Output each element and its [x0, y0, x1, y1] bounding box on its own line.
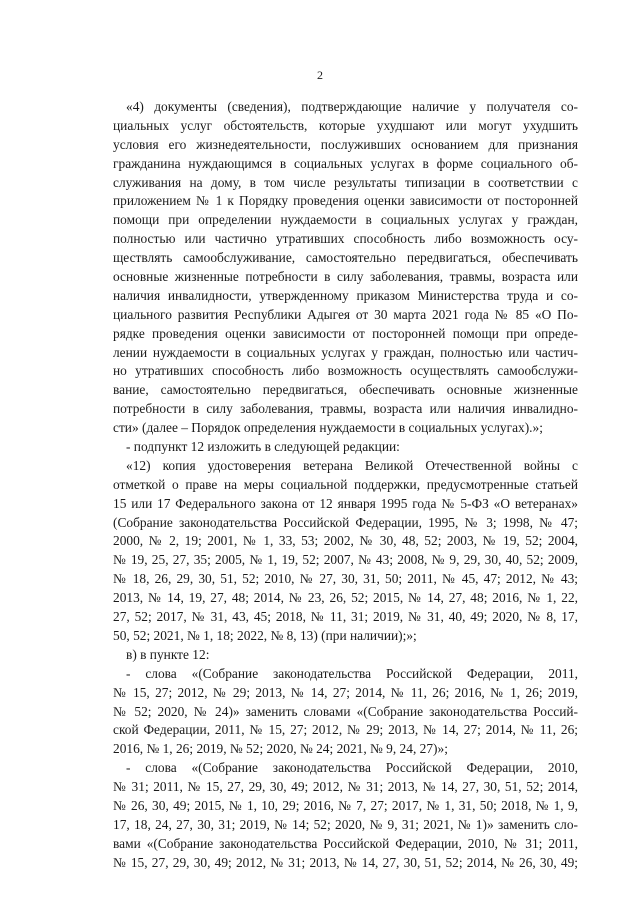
text-line: 2000, № 2, 19; 2001, № 1, 33, 53; 2002, № 30, 48, 52; 2003, № 19, 52; 2004,: [113, 533, 578, 549]
text-line: циальных услуг обстоятельств, которые ухудшают или могут ухудшить: [113, 117, 578, 133]
document-body: [113, 98, 578, 873]
text-line: потребности в силу заболевания, травмы, возраста или наличия инвалидно-: [113, 401, 578, 417]
text-line: вами «(Собрание законодательства Российской Федерации, 2010, № 31; 2011,: [113, 835, 578, 851]
text-line: гражданина нуждающимся в социальных услугах в форме социального об-: [113, 155, 578, 171]
text-line: - подпункт 12 изложить в следующей редакции:: [126, 439, 400, 455]
text-line: вание, самостоятельно передвигаться, обеспечивать основные жизненные: [113, 382, 578, 398]
text-line: № 52; 2020, № 24)» заменить словами «(Собрание законодательства Россий-: [113, 703, 578, 719]
page-number: 2: [317, 68, 323, 82]
text-line: - слова «(Собрание законодательства Российской Федерации, 2010,: [126, 760, 578, 776]
text-line: циального развития Республики Адыгея от 30 марта 2021 года № 85 «О По-: [113, 306, 578, 322]
text-line: 2013, № 14, 19, 27, 48; 2014, № 23, 26, 52; 2015, № 14, 27, 48; 2016, № 1, 22,: [113, 590, 578, 606]
text-line: № 26, 30, 49; 2015, № 1, 10, 29; 2016, № 7, 27; 2017, № 1, 31, 50; 2018, № 1, 9,: [113, 797, 578, 813]
text-line: ской Федерации, 2011, № 15, 27; 2012, № 29; 2013, № 14, 27; 2014, № 11, 26;: [113, 722, 578, 738]
text-line: № 31; 2011, № 15, 27, 29, 30, 49; 2012, № 31; 2013, № 14, 27, 30, 51, 52; 2014,: [113, 779, 578, 795]
text-line: условия его жизнедеятельности, послуживших основанием для признания: [113, 136, 578, 152]
text-line: 2016, № 1, 26; 2019, № 52; 2020, № 24; 2021, № 9, 24, 27)»;: [113, 741, 448, 757]
text-line: (Собрание законодательства Российской Федерации, 1995, № 3; 1998, № 47;: [113, 514, 578, 530]
text-line: № 15, 27, 29, 30, 49; 2012, № 31; 2013, № 14, 27, 30, 51, 52; 2014, № 26, 30, 49;: [113, 854, 578, 870]
text-line: - слова «(Собрание законодательства Российской Федерации, 2011,: [126, 665, 578, 681]
text-line: 50, 52; 2021, № 1, 18; 2022, № 8, 13) (при наличии);»;: [113, 627, 417, 643]
text-line: «12) копия удостоверения ветерана Великой Отечественной войны с: [126, 457, 578, 473]
text-line: в) в пункте 12:: [126, 646, 210, 662]
text-line: служивания на дому, в том числе результаты типизации в соответствии с: [113, 174, 578, 190]
text-line: лении нуждаемости в социальных услугах у граждан, полностью или частич-: [113, 344, 578, 360]
text-line: 27, 52; 2017, № 31, 43, 45; 2018, № 11, 31; 2019, № 31, 40, 49; 2020, № 8, 17,: [113, 609, 578, 625]
text-line: «4) документы (сведения), подтверждающие наличие у получателя со-: [126, 99, 578, 114]
text-line: рядке проведения оценки зависимости от посторонней помощи при опреде-: [113, 325, 578, 341]
text-line: но утративших способность либо возможность осуществлять самообслужи-: [113, 363, 578, 379]
text-line: ществлять самообслуживание, самостоятельно передвигаться, обеспечивать: [113, 250, 578, 266]
text-line: № 19, 25, 27, 35; 2005, № 1, 19, 52; 2007, № 43; 2008, № 9, 29, 30, 40, 52; 2009,: [113, 552, 578, 568]
text-line: приложением № 1 к Порядку проведения оценки зависимости от посторонней: [113, 193, 578, 209]
text-line: отметкой о праве на меры социальной поддержки, предусмотренные статьей: [113, 476, 578, 492]
text-line: полностью или частично утративших способность либо возможность осу-: [113, 231, 578, 247]
text-line: 15 или 17 Федерального закона от 12 января 1995 года № 5-ФЗ «О ветеранах»: [113, 495, 578, 511]
text-line: № 15, 27; 2012, № 29; 2013, № 14, 27; 2014, № 11, 26; 2016, № 1, 26; 2019,: [113, 684, 578, 700]
text-line: 17, 18, 24, 27, 30, 31; 2019, № 14; 52; 2020, № 9, 31; 2021, № 1)» заменить сло-: [113, 816, 578, 832]
text-line: сти» (далее – Порядок определения нуждаемости в социальных услугах).»;: [113, 420, 543, 436]
text-line: помощи при определении нуждаемости в социальных услугах у граждан,: [113, 212, 578, 228]
text-line: № 18, 26, 29, 30, 51, 52; 2010, № 27, 30, 31, 50; 2011, № 45, 47; 2012, № 43;: [113, 571, 578, 587]
text-line: наличия инвалидности, утвержденному приказом Министерства труда и со-: [113, 287, 578, 303]
text-line: основные жизненные потребности в силу заболевания, травмы, возраста или: [113, 269, 578, 285]
